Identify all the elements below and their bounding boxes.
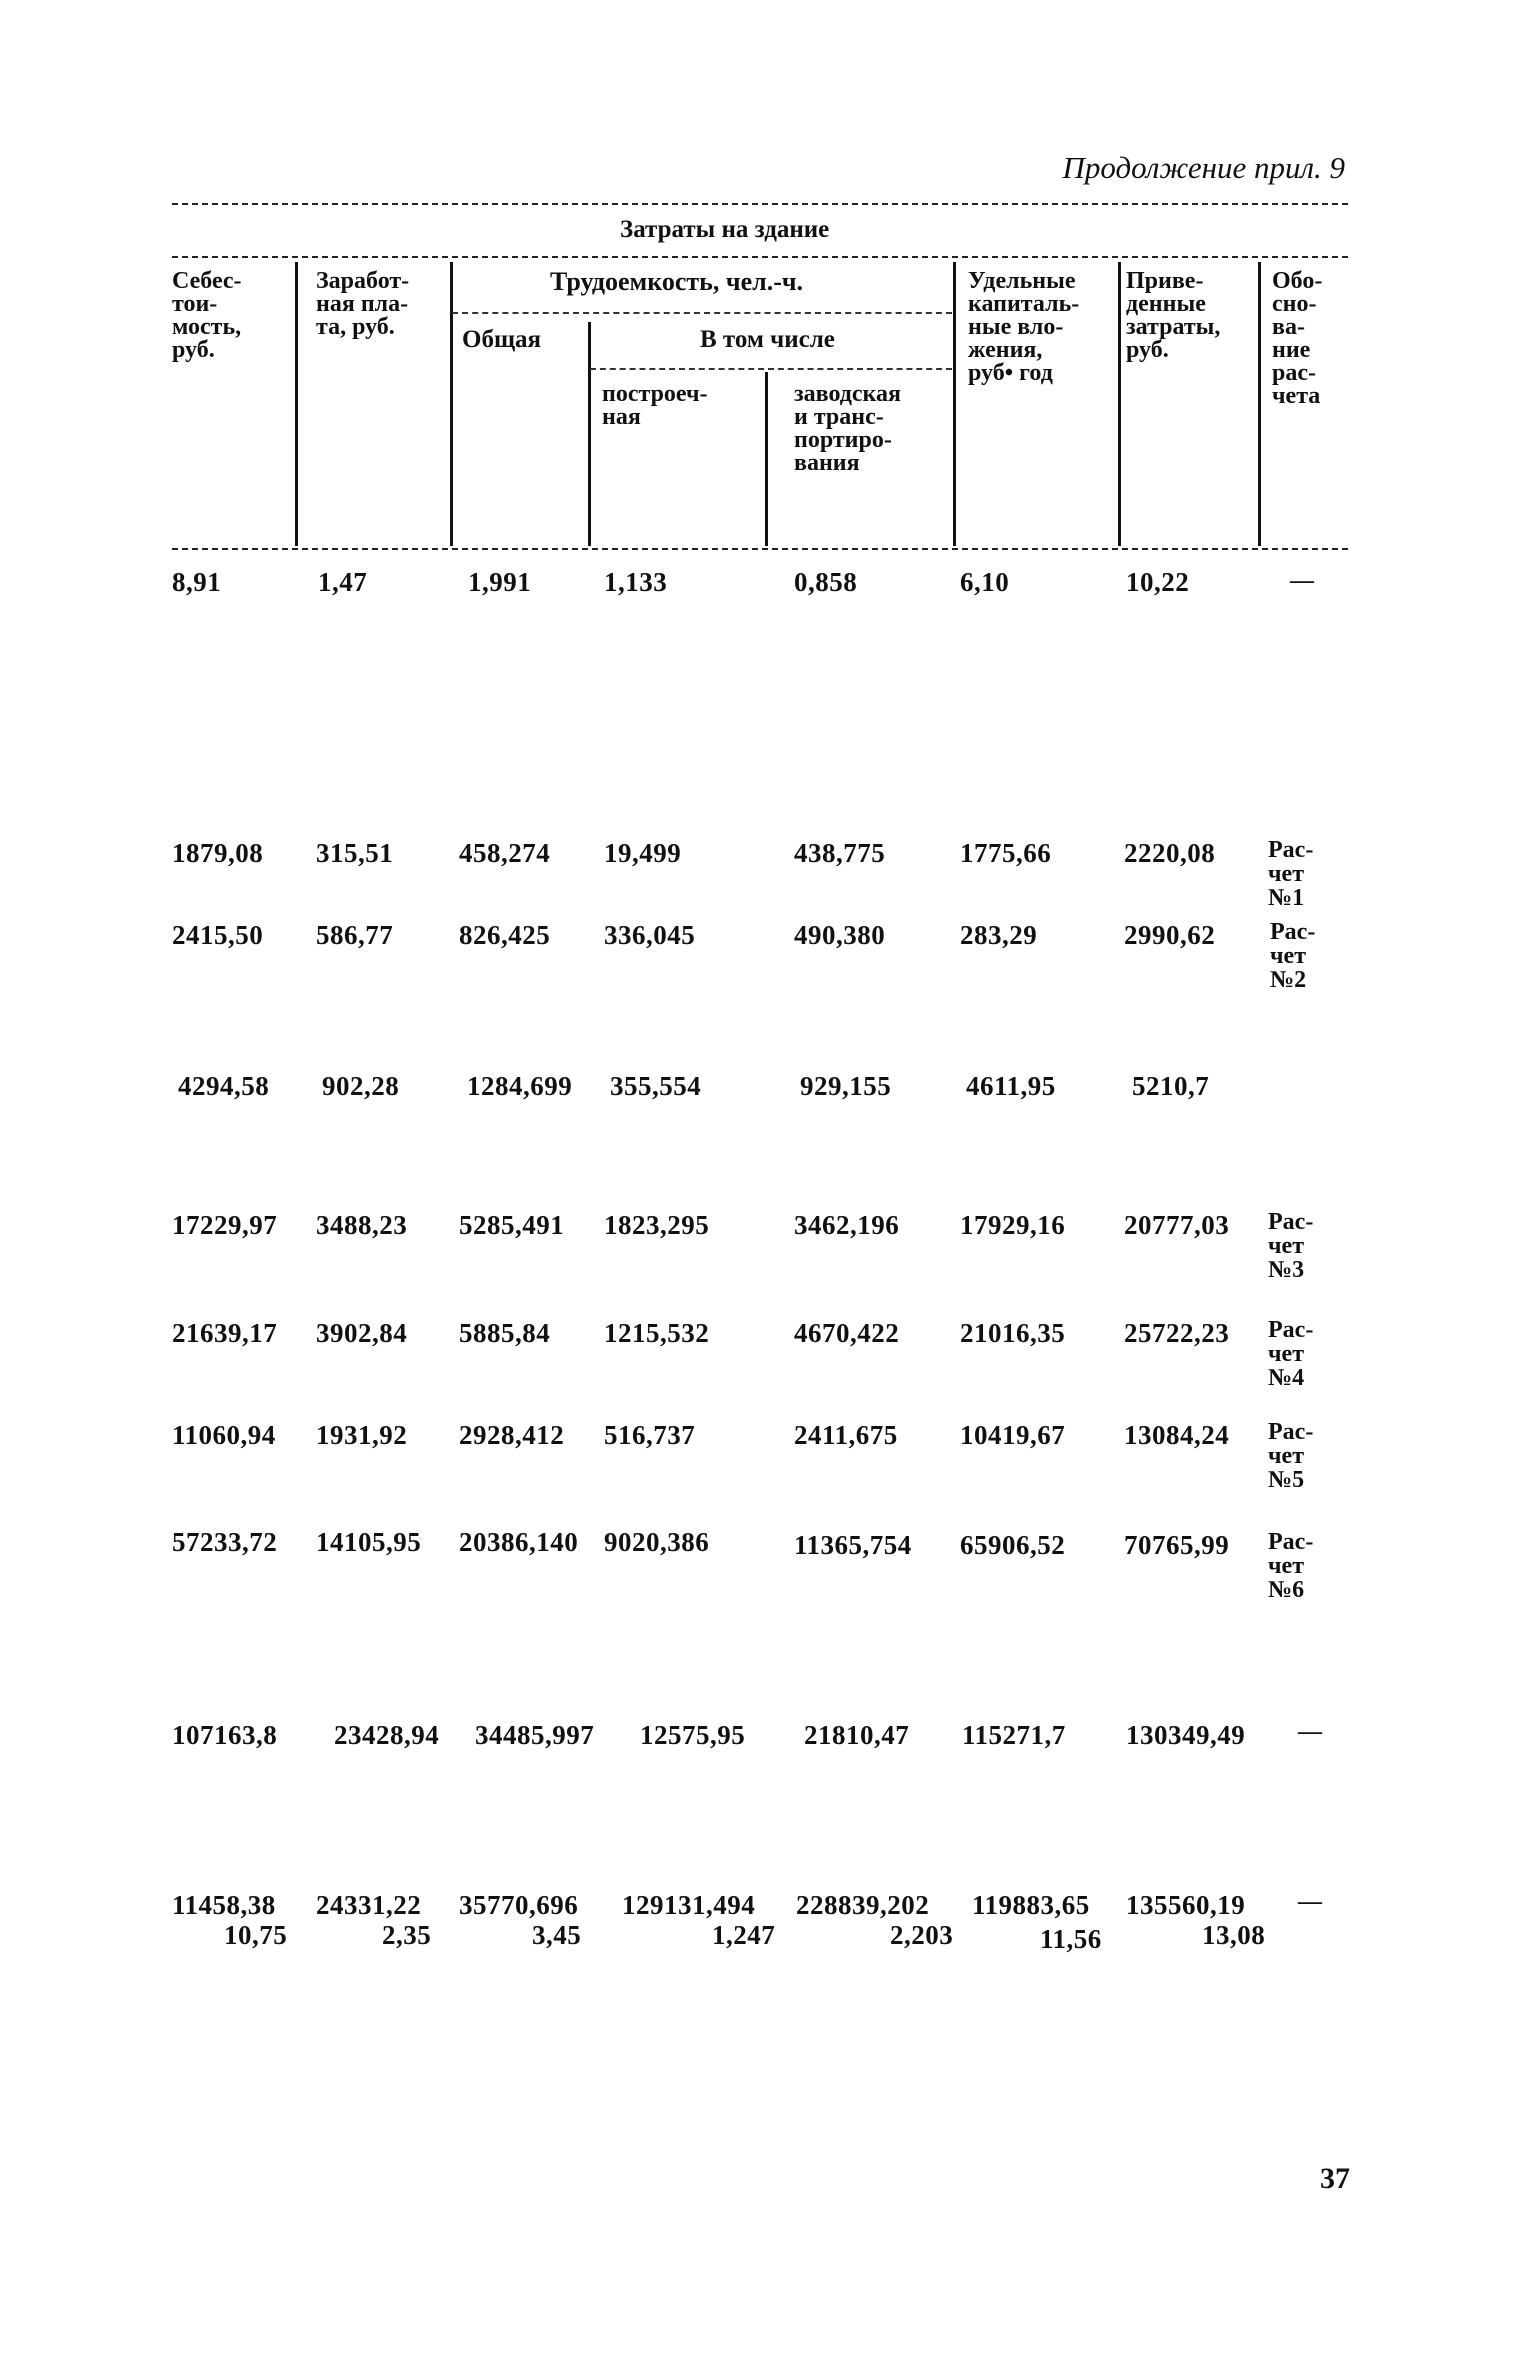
cell-postroechnaya: 1215,532 xyxy=(604,1318,710,1348)
cell-zarplata: 1931,92 xyxy=(316,1420,408,1450)
cell-zavodskaya: 929,155 xyxy=(800,1071,892,1101)
cell-sebestoimost: 4294,58 xyxy=(178,1071,270,1101)
cell-obshchaya: 458,274 xyxy=(459,838,551,868)
cell-postroechnaya: 1823,295 xyxy=(604,1210,710,1240)
cell-udelnye: 115271,7 xyxy=(962,1720,1066,1750)
cell-obshchaya: 35770,696 xyxy=(459,1890,579,1920)
cell-zavodskaya: 438,775 xyxy=(794,838,886,868)
cell-udelnye: 65906,52 xyxy=(960,1530,1066,1560)
cell-zarplata: 3902,84 xyxy=(316,1318,408,1348)
cell-privedennye: 10,22 xyxy=(1126,567,1190,597)
cell-udelnye: 10419,67 xyxy=(960,1420,1066,1450)
cell-privedennye: 70765,99 xyxy=(1124,1530,1230,1560)
cell-obshchaya: 1,991 xyxy=(468,567,532,597)
cell-privedennye: 20777,03 xyxy=(1124,1210,1230,1240)
cell-sebestoimost: 10,75 xyxy=(224,1920,288,1950)
cell-udelnye: 1775,66 xyxy=(960,838,1052,868)
running-header: Продолжение прил. 9 xyxy=(1062,150,1345,185)
column-divider xyxy=(295,262,298,546)
cell-obosnovanie: Рас- чет №1 xyxy=(1268,837,1314,911)
cell-zarplata: 24331,22 xyxy=(316,1890,422,1920)
cell-sebestoimost: 21639,17 xyxy=(172,1318,278,1348)
group-title: Затраты на здание xyxy=(620,216,830,243)
cell-obshchaya: 34485,997 xyxy=(475,1720,595,1750)
cell-postroechnaya: 336,045 xyxy=(604,920,696,950)
column-divider xyxy=(1258,262,1261,546)
cell-privedennye: 5210,7 xyxy=(1132,1071,1210,1101)
cell-zarplata: 23428,94 xyxy=(334,1720,440,1750)
cell-obosnovanie: Рас- чет №3 xyxy=(1268,1209,1314,1283)
cell-zavodskaya: 0,858 xyxy=(794,567,858,597)
cell-postroechnaya: 516,737 xyxy=(604,1420,696,1450)
cell-obosnovanie: — xyxy=(1298,1719,1322,1745)
cell-obshchaya: 826,425 xyxy=(459,920,551,950)
page-number: 37 xyxy=(1320,2162,1350,2195)
cell-privedennye: 130349,49 xyxy=(1126,1720,1246,1750)
cell-sebestoimost: 2415,50 xyxy=(172,920,264,950)
cell-zarplata: 902,28 xyxy=(322,1071,400,1101)
column-divider xyxy=(588,322,591,546)
column-divider xyxy=(450,262,453,546)
cell-zarplata: 315,51 xyxy=(316,838,394,868)
cell-obshchaya: 3,45 xyxy=(532,1920,582,1950)
cell-zavodskaya: 4670,422 xyxy=(794,1318,900,1348)
cell-obosnovanie: Рас- чет №4 xyxy=(1268,1317,1314,1391)
cell-udelnye: 6,10 xyxy=(960,567,1010,597)
header-obshchaya: Общая xyxy=(462,326,542,353)
column-divider xyxy=(1118,262,1121,546)
header-sebestoimost: Себес- тои- мость, руб. xyxy=(172,268,242,363)
cell-sebestoimost: 8,91 xyxy=(172,567,222,597)
cell-privedennye: 25722,23 xyxy=(1124,1318,1230,1348)
cell-privedennye: 13084,24 xyxy=(1124,1420,1230,1450)
subheader-rule xyxy=(590,368,952,370)
header-trudoemkost: Трудоемкость, чел.-ч. xyxy=(550,267,804,296)
cell-postroechnaya: 1,133 xyxy=(604,567,668,597)
cell-udelnye: 119883,65 xyxy=(972,1890,1090,1920)
cell-privedennye: 2220,08 xyxy=(1124,838,1216,868)
cell-privedennye: 135560,19 xyxy=(1126,1890,1246,1920)
cell-obosnovanie: — xyxy=(1290,568,1314,594)
cell-sebestoimost: 11458,38 xyxy=(172,1890,276,1920)
header-postroechnaya: построеч- ная xyxy=(602,381,708,430)
cell-zavodskaya: 3462,196 xyxy=(794,1210,900,1240)
cell-obshchaya: 2928,412 xyxy=(459,1420,565,1450)
cell-zarplata: 1,47 xyxy=(318,567,368,597)
cell-zavodskaya: 2411,675 xyxy=(794,1420,898,1450)
cell-postroechnaya: 355,554 xyxy=(610,1071,702,1101)
cell-obshchaya: 5885,84 xyxy=(459,1318,551,1348)
header-zavodskaya: заводская и транс- портиро- вания xyxy=(794,381,901,476)
cell-privedennye: 2990,62 xyxy=(1124,920,1216,950)
cell-zarplata: 586,77 xyxy=(316,920,394,950)
cell-obosnovanie: — xyxy=(1298,1889,1322,1915)
cell-sebestoimost: 17229,97 xyxy=(172,1210,278,1240)
header-zarplata: Заработ- ная пла- та, руб. xyxy=(316,268,410,340)
subheader-rule xyxy=(452,312,952,314)
cell-postroechnaya: 12575,95 xyxy=(640,1720,746,1750)
cell-postroechnaya: 9020,386 xyxy=(604,1527,710,1557)
header-v-tom-chisle: В том числе xyxy=(700,326,835,353)
header-privedennye: Приве- денные затраты, руб. xyxy=(1126,268,1221,363)
cell-zavodskaya: 11365,754 xyxy=(794,1530,912,1560)
cell-zavodskaya: 228839,202 xyxy=(796,1890,930,1920)
header-bottom-rule xyxy=(172,548,1348,550)
cell-obosnovanie: Рас- чет №2 xyxy=(1270,919,1316,993)
cell-sebestoimost: 57233,72 xyxy=(172,1527,278,1557)
cell-sebestoimost: 1879,08 xyxy=(172,838,264,868)
cell-zarplata: 14105,95 xyxy=(316,1527,422,1557)
cell-obshchaya: 5285,491 xyxy=(459,1210,565,1240)
cell-zarplata: 2,35 xyxy=(382,1920,432,1950)
cell-postroechnaya: 129131,494 xyxy=(622,1890,756,1920)
cell-sebestoimost: 107163,8 xyxy=(172,1720,278,1750)
cell-obshchaya: 20386,140 xyxy=(459,1527,579,1557)
cell-udelnye: 21016,35 xyxy=(960,1318,1066,1348)
table-top-rule xyxy=(172,203,1348,205)
cell-obosnovanie: Рас- чет №5 xyxy=(1268,1419,1314,1493)
cell-udelnye: 283,29 xyxy=(960,920,1038,950)
column-divider xyxy=(953,262,956,546)
cell-zavodskaya: 2,203 xyxy=(890,1920,954,1950)
cell-zavodskaya: 490,380 xyxy=(794,920,886,950)
cell-obosnovanie: Рас- чет №6 xyxy=(1268,1529,1314,1603)
cell-udelnye: 17929,16 xyxy=(960,1210,1066,1240)
cell-privedennye: 13,08 xyxy=(1202,1920,1266,1950)
cell-sebestoimost: 11060,94 xyxy=(172,1420,276,1450)
cell-zavodskaya: 21810,47 xyxy=(804,1720,910,1750)
cell-udelnye: 4611,95 xyxy=(966,1071,1056,1101)
cell-zarplata: 3488,23 xyxy=(316,1210,408,1240)
cell-postroechnaya: 1,247 xyxy=(712,1920,776,1950)
column-divider xyxy=(765,372,768,546)
header-udelnye: Удельные капиталь- ные вло- жения, руб• год xyxy=(968,268,1080,386)
group-title-rule xyxy=(172,256,1348,258)
cell-postroechnaya: 19,499 xyxy=(604,838,682,868)
cell-udelnye: 11,56 xyxy=(1040,1924,1102,1954)
cell-obshchaya: 1284,699 xyxy=(467,1071,573,1101)
header-obosnovanie: Обо- сно- ва- ние рас- чета xyxy=(1272,268,1323,409)
